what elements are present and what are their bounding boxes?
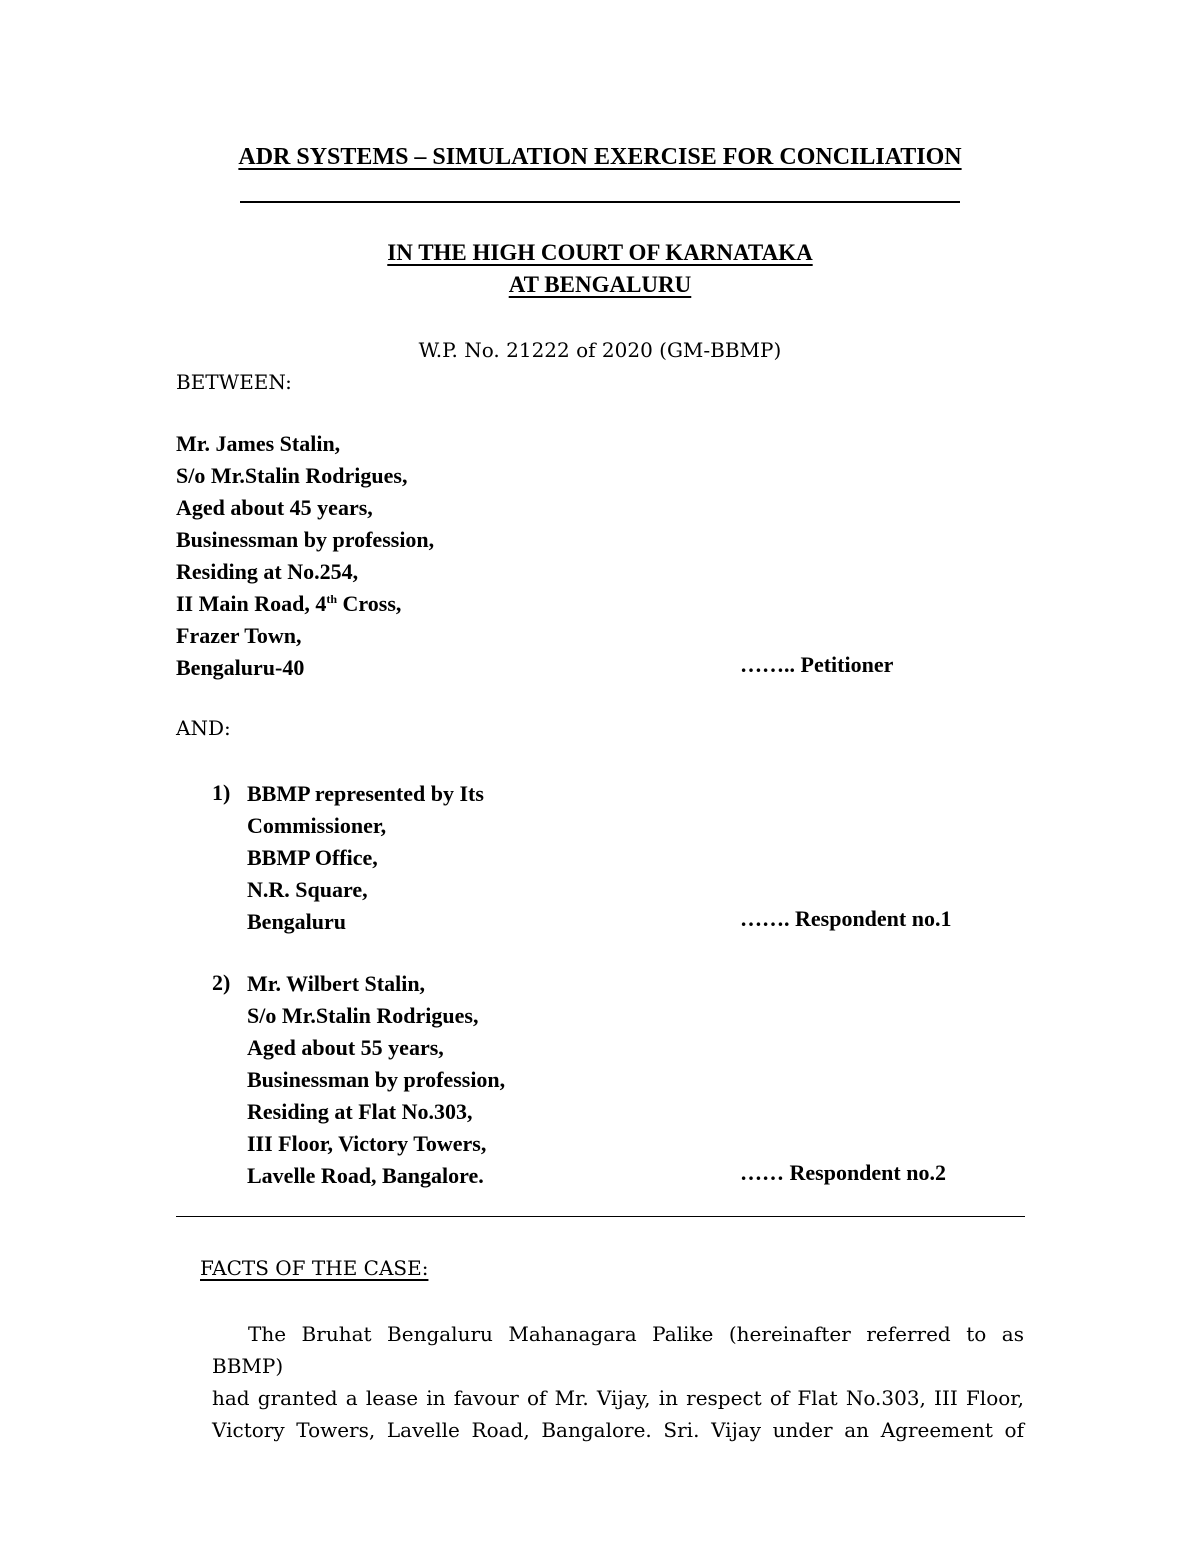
respondent2-number: 2) xyxy=(212,970,231,995)
facts-paragraph xyxy=(212,1318,1024,1446)
petitioner-line: Bengaluru-40 xyxy=(176,655,305,680)
respondent1-line: BBMP Office, xyxy=(247,845,378,870)
respondent2-line: Mr. Wilbert Stalin, xyxy=(247,971,426,996)
respondent1-line: Commissioner, xyxy=(247,813,387,838)
court-name: IN THE HIGH COURT OF KARNATAKA xyxy=(387,240,813,265)
respondent2-role: …… Respondent no.2 xyxy=(740,1160,946,1185)
ordinal-suffix: th xyxy=(326,592,338,606)
case-number: W.P. No. 21222 of 2020 (GM-BBMP) xyxy=(418,338,782,362)
facts-line: had granted a lease in favour of Mr. Vijay, in respect of Flat No.303, III Floor, xyxy=(212,1386,1024,1410)
respondent1-line: Bengaluru xyxy=(247,909,347,934)
respondent2-line: Businessman by profession, xyxy=(247,1067,506,1092)
petitioner-line-text: Cross, xyxy=(337,591,402,616)
respondent2-line: Aged about 55 years, xyxy=(247,1035,444,1060)
respondent1-block xyxy=(247,778,484,938)
petitioner-role: …….. Petitioner xyxy=(740,652,894,677)
title-divider xyxy=(240,201,960,203)
respondent1-role: ……. Respondent no.1 xyxy=(740,906,952,931)
petitioner-line-text: II Main Road, 4 xyxy=(176,591,327,616)
court-location: AT BENGALURU xyxy=(508,272,692,297)
respondent1-line: N.R. Square, xyxy=(247,877,368,902)
petitioner-block xyxy=(176,428,434,684)
petitioner-line: Businessman by profession, xyxy=(176,527,435,552)
section-divider xyxy=(176,1216,1025,1217)
respondent2-block xyxy=(247,968,505,1192)
petitioner-line: Frazer Town, xyxy=(176,623,302,648)
facts-line: Victory Towers, Lavelle Road, Bangalore. Sri. Vijay under an Agreement of xyxy=(212,1418,1024,1442)
and-label: AND: xyxy=(176,716,231,740)
document-title: ADR SYSTEMS – SIMULATION EXERCISE FOR CONCILIATION xyxy=(238,144,962,170)
petitioner-line: S/o Mr.Stalin Rodrigues, xyxy=(176,463,408,488)
petitioner-line: Mr. James Stalin, xyxy=(176,431,341,456)
respondent2-line: S/o Mr.Stalin Rodrigues, xyxy=(247,1003,479,1028)
respondent2-line: Lavelle Road, Bangalore. xyxy=(247,1163,484,1188)
respondent1-line: BBMP represented by Its xyxy=(247,781,484,806)
petitioner-line xyxy=(176,588,434,620)
respondent2-line: III Floor, Victory Towers, xyxy=(247,1131,487,1156)
facts-heading: FACTS OF THE CASE: xyxy=(200,1256,429,1280)
respondent1-number: 1) xyxy=(212,780,231,805)
petitioner-line: Residing at No.254, xyxy=(176,559,359,584)
respondent2-line: Residing at Flat No.303, xyxy=(247,1099,473,1124)
between-label: BETWEEN: xyxy=(176,370,292,394)
facts-line: The Bruhat Bengaluru Mahanagara Palike (hereinafter referred to as BBMP) xyxy=(212,1322,1024,1378)
petitioner-line: Aged about 45 years, xyxy=(176,495,373,520)
